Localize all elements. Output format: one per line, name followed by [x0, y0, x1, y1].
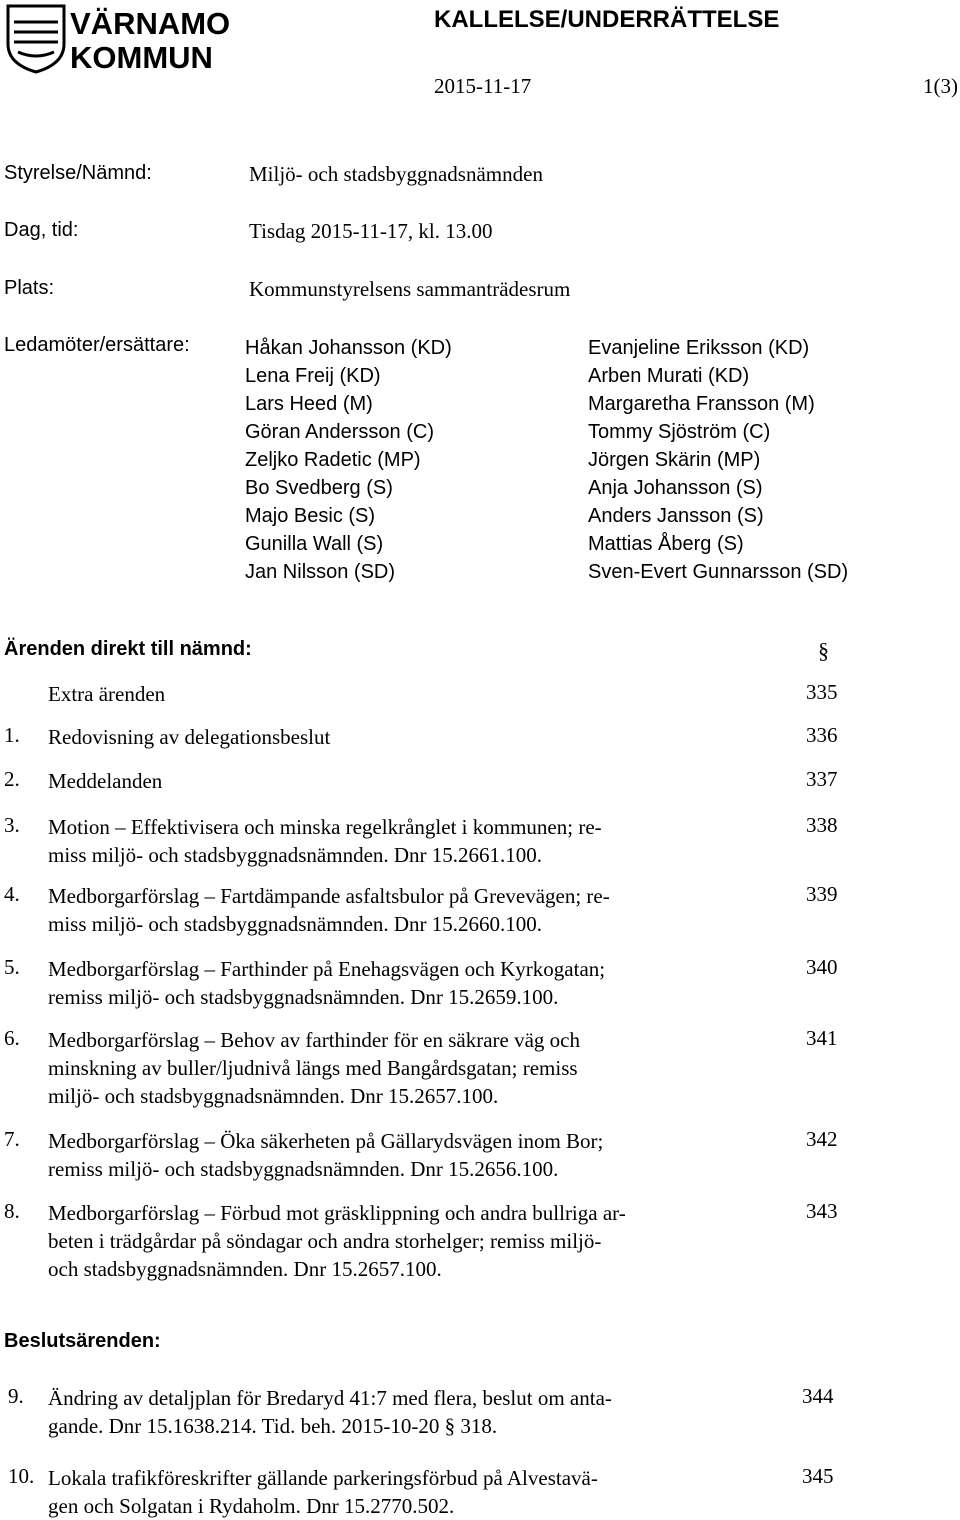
- agenda-item-number: 8.: [4, 1199, 20, 1223]
- member-name: Majo Besic (S): [245, 505, 376, 527]
- place-value: Kommunstyrelsens sammanträdesrum: [249, 277, 571, 301]
- agenda-item-paragraph: 338: [806, 813, 838, 837]
- agenda-item-number: 7.: [4, 1127, 20, 1151]
- agenda-item-paragraph: 335: [806, 680, 838, 704]
- agenda-item-text: [48, 1464, 598, 1520]
- agenda-item-text: [48, 882, 610, 938]
- agenda-item-text: [48, 1127, 603, 1183]
- logo-line-2: KOMMUN: [70, 40, 213, 74]
- member-name: Bo Svedberg (S): [245, 477, 393, 499]
- agenda-item-line: miljö- och stadsbyggnadsnämnden. Dnr 15.2657.100.: [48, 1084, 499, 1108]
- member-name: Anja Johansson (S): [588, 477, 763, 499]
- logo-line-1: VÄRNAMO: [70, 6, 231, 41]
- member-name: Zeljko Radetic (MP): [245, 449, 421, 471]
- agenda-item-line: miss miljö- och stadsbyggnadsnämnden. Dnr 15.2660.100.: [48, 912, 543, 936]
- member-name: Anders Jansson (S): [588, 505, 764, 527]
- agenda-item-number: 4.: [4, 882, 20, 906]
- agenda-item-line: Medborgarförslag – Behov av farthinder för en säkrare väg och: [48, 1028, 580, 1052]
- agenda-item-text: [48, 767, 162, 795]
- day-time-label: Dag, tid:: [4, 219, 79, 241]
- agenda-item-line: Ändring av detaljplan för Bredaryd 41:7 med flera, beslut om anta-: [48, 1386, 612, 1410]
- member-name: Evanjeline Eriksson (KD): [588, 337, 810, 359]
- document-date: 2015-11-17: [434, 74, 532, 98]
- agenda-item-line: Lokala trafikföreskrifter gällande parkeringsförbud på Alvestavä-: [48, 1466, 598, 1490]
- agenda-item-line: gen och Solgatan i Rydaholm. Dnr 15.2770.502.: [48, 1494, 455, 1518]
- agenda-item-number: 6.: [4, 1026, 20, 1050]
- agenda-item-text: [48, 723, 330, 751]
- agenda-item-paragraph: 336: [806, 723, 838, 747]
- agenda-item-line: Motion – Effektivisera och minska regelkrånglet i kommunen; re-: [48, 815, 602, 839]
- member-name: Lena Freij (KD): [245, 365, 381, 387]
- agenda-item-text: [48, 1026, 580, 1110]
- agenda-item-line: och stadsbyggnadsnämnden. Dnr 15.2657.100.: [48, 1257, 442, 1281]
- agenda-item-paragraph: 344: [802, 1384, 834, 1408]
- member-name: Mattias Åberg (S): [588, 533, 744, 555]
- agenda-item-line: Meddelanden: [48, 769, 163, 793]
- agenda-item-paragraph: 337: [806, 767, 838, 791]
- agenda-item-line: Medborgarförslag – Farthinder på Enehagsvägen och Kyrkogatan;: [48, 957, 606, 981]
- agenda-item-number: 2.: [4, 767, 20, 791]
- members-column-right: [588, 334, 848, 586]
- agenda-item-paragraph: 343: [806, 1199, 838, 1223]
- agenda-item-paragraph: 342: [806, 1127, 838, 1151]
- agenda-item-number: 10.: [8, 1464, 35, 1488]
- agenda-item-paragraph: 341: [806, 1026, 838, 1050]
- agenda-item-text: [48, 813, 602, 869]
- document-title: KALLELSE/UNDERRÄTTELSE: [434, 6, 780, 33]
- members-label: Ledamöter/ersättare:: [4, 334, 190, 356]
- agenda-item-number: 1.: [4, 723, 20, 747]
- agenda-item-text: [48, 955, 605, 1011]
- member-name: Tommy Sjöström (C): [588, 421, 771, 443]
- agenda-item-line: miss miljö- och stadsbyggnadsnämnden. Dnr 15.2661.100.: [48, 843, 543, 867]
- agenda-item-line: Medborgarförslag – Fartdämpande asfaltsbulor på Grevevägen; re-: [48, 884, 610, 908]
- member-name: Margaretha Fransson (M): [588, 393, 815, 415]
- agenda-item-line: Extra ärenden: [48, 682, 166, 706]
- varnamo-kommun-logo: [4, 2, 244, 74]
- agenda-item-text: [48, 1384, 612, 1440]
- agenda-item-line: Medborgarförslag – Förbud mot gräsklippning och andra bullriga ar-: [48, 1201, 626, 1225]
- member-name: Arben Murati (KD): [588, 365, 750, 387]
- agenda-item-line: gande. Dnr 15.1638.214. Tid. beh. 2015-10-20 § 318.: [48, 1414, 498, 1438]
- day-time-value: Tisdag 2015-11-17, kl. 13.00: [249, 219, 493, 243]
- page-number: 1(3): [923, 74, 958, 98]
- member-name: Jörgen Skärin (MP): [588, 449, 761, 471]
- place-label: Plats:: [4, 277, 55, 299]
- agenda-item-paragraph: 345: [802, 1464, 834, 1488]
- paragraph-symbol: §: [818, 638, 829, 663]
- member-name: Göran Andersson (C): [245, 421, 434, 443]
- member-name: Gunilla Wall (S): [245, 533, 384, 555]
- agenda-item-line: remiss miljö- och stadsbyggnadsnämnden. Dnr 15.2656.100.: [48, 1157, 559, 1181]
- agenda-item-paragraph: 340: [806, 955, 838, 979]
- member-name: Håkan Johansson (KD): [245, 337, 452, 359]
- agenda-item-text: [48, 680, 165, 708]
- member-name: Sven-Evert Gunnarsson (SD): [588, 561, 849, 583]
- agenda-item-number: 3.: [4, 813, 20, 837]
- section-heading-direct-items: Ärenden direkt till nämnd:: [4, 638, 252, 660]
- agenda-item-line: Redovisning av delegationsbeslut: [48, 725, 331, 749]
- agenda-item-paragraph: 339: [806, 882, 838, 906]
- agenda-item-line: remiss miljö- och stadsbyggnadsnämnden. Dnr 15.2659.100.: [48, 985, 559, 1009]
- agenda-item-line: beten i trädgårdar på söndagar och andra storhelger; remiss miljö-: [48, 1229, 602, 1253]
- agenda-item-line: Medborgarförslag – Öka säkerheten på Gällarydsvägen inom Bor;: [48, 1129, 604, 1153]
- agenda-item-number: 5.: [4, 955, 20, 979]
- agenda-item-number: 9.: [8, 1384, 24, 1408]
- agenda-item-line: minskning av buller/ljudnivå längs med Bangårdsgatan; remiss: [48, 1056, 578, 1080]
- board-label: Styrelse/Nämnd:: [4, 162, 152, 184]
- members-column-left: [245, 334, 452, 586]
- section-heading-decision-items: Beslutsärenden:: [4, 1330, 161, 1352]
- member-name: Lars Heed (M): [245, 393, 373, 415]
- board-value: Miljö- och stadsbyggnadsnämnden: [249, 162, 543, 186]
- coat-of-arms-icon: [8, 6, 64, 72]
- agenda-item-text: [48, 1199, 626, 1283]
- member-name: Jan Nilsson (SD): [245, 561, 396, 583]
